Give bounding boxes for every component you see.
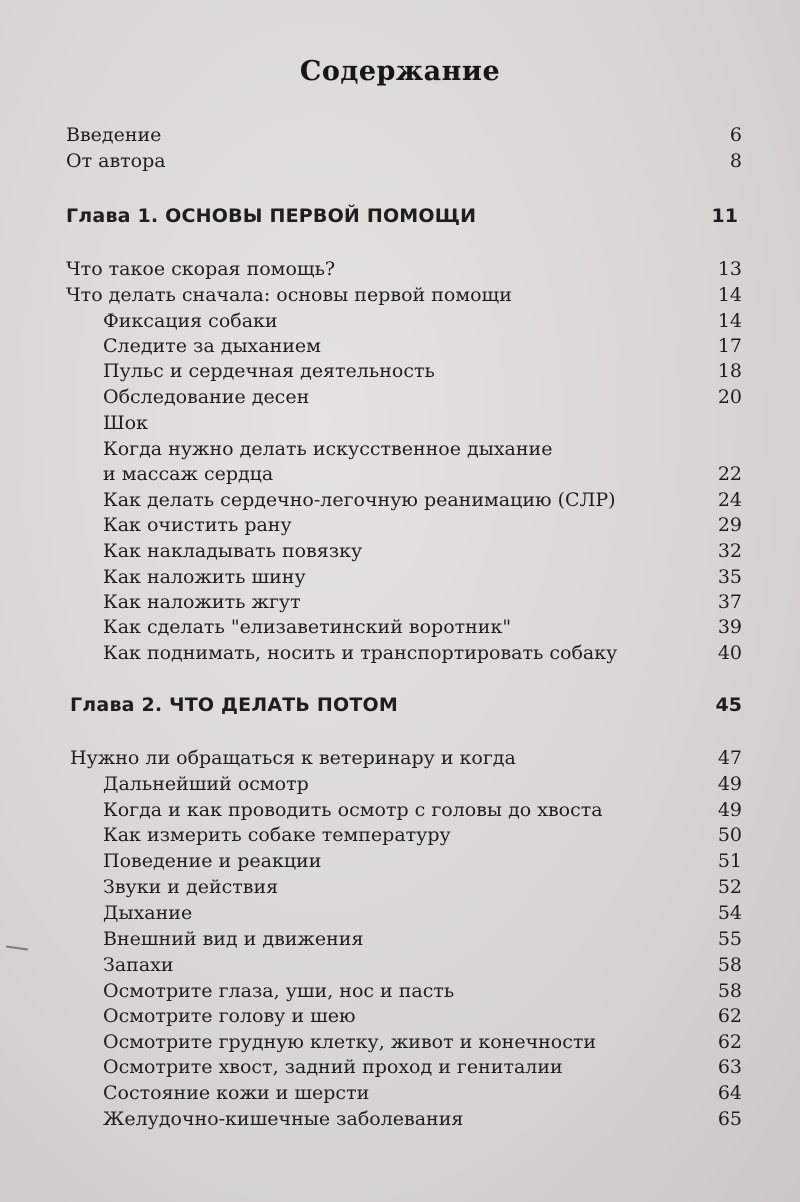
- toc-entry: [0, 436, 800, 462]
- toc-entry-page: 55: [717, 928, 742, 950]
- toc-entry: [0, 745, 800, 771]
- toc-entry-title: Внешний вид и движения: [103, 928, 364, 950]
- toc-entry-title: Желудочно-кишечные заболевания: [103, 1108, 464, 1130]
- toc-chapter-2: [0, 692, 800, 718]
- toc-entry-page: 52: [717, 876, 742, 898]
- chapter-title: Глава 2. ЧТО ДЕЛАТЬ ПОТОМ: [70, 694, 398, 716]
- toc-entry: [0, 1003, 800, 1029]
- toc-entry-title: Пульс и сердечная деятельность: [103, 360, 435, 382]
- toc-entry-title: Следите за дыханием: [103, 335, 321, 357]
- toc-entry-title: Что делать сначала: основы первой помощи: [66, 284, 512, 306]
- toc-entry-page: 54: [717, 902, 742, 924]
- toc-entry-page: 22: [717, 463, 742, 485]
- toc-entry-title: От автора: [66, 150, 166, 172]
- toc-entry-page: 13: [717, 258, 742, 280]
- toc-entry: [0, 874, 800, 900]
- toc-entry: [0, 900, 800, 926]
- toc-entry-title: Как очистить рану: [103, 514, 292, 536]
- toc-entry: [0, 538, 800, 564]
- toc-entry: [0, 926, 800, 952]
- toc-entry-page: 37: [717, 591, 742, 613]
- toc-entry-title: Как измерить собаке температуру: [103, 824, 451, 846]
- toc-entry: [0, 282, 800, 308]
- toc-entry-title: Шок: [103, 412, 148, 434]
- toc-entry-page: 14: [717, 310, 742, 332]
- toc-entry-page: 49: [717, 773, 742, 795]
- toc-entry: [0, 797, 800, 823]
- toc-entry-title: и массаж сердца: [103, 463, 274, 485]
- chapter-page: 45: [715, 694, 742, 716]
- toc-entry: [0, 564, 800, 590]
- toc-entry-title: Как поднимать, носить и транспортировать собаку: [103, 642, 618, 664]
- toc-entry: [0, 1080, 800, 1106]
- toc-entry-title: Звуки и действия: [103, 876, 279, 898]
- toc-entry: [0, 1029, 800, 1055]
- toc-entry-title: Как делать сердечно-легочную реанимацию (СЛР): [103, 489, 616, 511]
- toc-entry-title: Когда нужно делать искусственное дыхание: [103, 438, 553, 460]
- toc-entry: [0, 848, 800, 874]
- toc-entry-page: 63: [717, 1056, 742, 1078]
- toc-entry-title: Осмотрите грудную клетку, живот и конечности: [103, 1031, 597, 1053]
- toc-entry: [0, 978, 800, 1004]
- toc-entry-page: 6: [729, 124, 742, 146]
- toc-entry: [0, 122, 800, 148]
- toc-entry-title: Введение: [66, 124, 162, 146]
- toc-entry-title: Как накладывать повязку: [103, 540, 363, 562]
- toc-entry-page: 47: [717, 747, 742, 769]
- toc-entry: [0, 589, 800, 615]
- toc-entry-title: Что такое скорая помощь?: [66, 258, 336, 280]
- toc-entry-title: Осмотрите глаза, уши, нос и пасть: [103, 980, 455, 1002]
- toc-entry-page: 20: [717, 386, 742, 408]
- toc-entry: [0, 1106, 800, 1132]
- toc-entry-page: 62: [717, 1031, 742, 1053]
- toc-entry-title: Осмотрите голову и шею: [103, 1005, 356, 1027]
- chapter-page: 11: [711, 205, 738, 227]
- toc-entry: [0, 148, 800, 174]
- toc-entry-page: 29: [717, 514, 742, 536]
- toc-entry-title: Дыхание: [103, 902, 193, 924]
- toc-entry-title: Когда и как проводить осмотр с головы до хвоста: [103, 799, 603, 821]
- toc-entry: [0, 358, 800, 384]
- chapter-title: Глава 1. ОСНОВЫ ПЕРВОЙ ПОМОЩИ: [66, 205, 477, 227]
- toc-entry: [0, 308, 800, 334]
- toc-entry-page: 32: [717, 540, 742, 562]
- toc-entry-page: 14: [717, 284, 742, 306]
- toc-chapter-1: [0, 203, 800, 229]
- toc-entry-page: 18: [717, 360, 742, 382]
- toc-entry: [0, 487, 800, 513]
- toc-entry: [0, 952, 800, 978]
- toc-entry: [0, 771, 800, 797]
- toc-entry-title: Дальнейший осмотр: [103, 773, 309, 795]
- toc-entry-page: 49: [717, 799, 742, 821]
- toc-entry-title: Фиксация собаки: [103, 310, 278, 332]
- toc-entry: [0, 461, 800, 487]
- toc-entry-title: Запахи: [103, 954, 174, 976]
- toc-entry-title: Поведение и реакции: [103, 850, 322, 872]
- toc-entry: [0, 333, 800, 359]
- toc-entry: [0, 822, 800, 848]
- toc-entry-page: 50: [717, 824, 742, 846]
- toc-entry-page: 62: [717, 1005, 742, 1027]
- toc-entry: [0, 640, 800, 666]
- toc-entry-page: 58: [717, 980, 742, 1002]
- toc-entry-page: 24: [717, 489, 742, 511]
- toc-entry-page: 51: [717, 850, 742, 872]
- toc-entry-title: Как наложить жгут: [103, 591, 301, 613]
- toc-entry-page: 17: [717, 335, 742, 357]
- toc-entry-page: 8: [729, 150, 742, 172]
- toc-entry: [0, 384, 800, 410]
- toc-entry-page: 58: [717, 954, 742, 976]
- toc-entry-title: Как сделать "елизаветинский воротник": [103, 616, 512, 638]
- toc-entry-page: 40: [717, 642, 742, 664]
- toc-entry-page: 39: [717, 616, 742, 638]
- toc-entry: [0, 256, 800, 282]
- toc-entry: [0, 410, 800, 436]
- toc-entry-page: 35: [717, 566, 742, 588]
- toc-entry-title: Нужно ли обращаться к ветеринару и когда: [70, 747, 516, 769]
- page-title: Содержание: [299, 56, 501, 87]
- toc-entry-title: Обследование десен: [103, 386, 310, 408]
- toc-entry-title: Как наложить шину: [103, 566, 306, 588]
- toc-entry-title: Состояние кожи и шерсти: [103, 1082, 370, 1104]
- toc-entry: [0, 512, 800, 538]
- toc-entry-page: 64: [717, 1082, 742, 1104]
- toc-entry: [0, 614, 800, 640]
- toc-entry: [0, 1054, 800, 1080]
- toc-entry-page: 65: [717, 1108, 742, 1130]
- toc-entry-title: Осмотрите хвост, задний проход и гениталии: [103, 1056, 563, 1078]
